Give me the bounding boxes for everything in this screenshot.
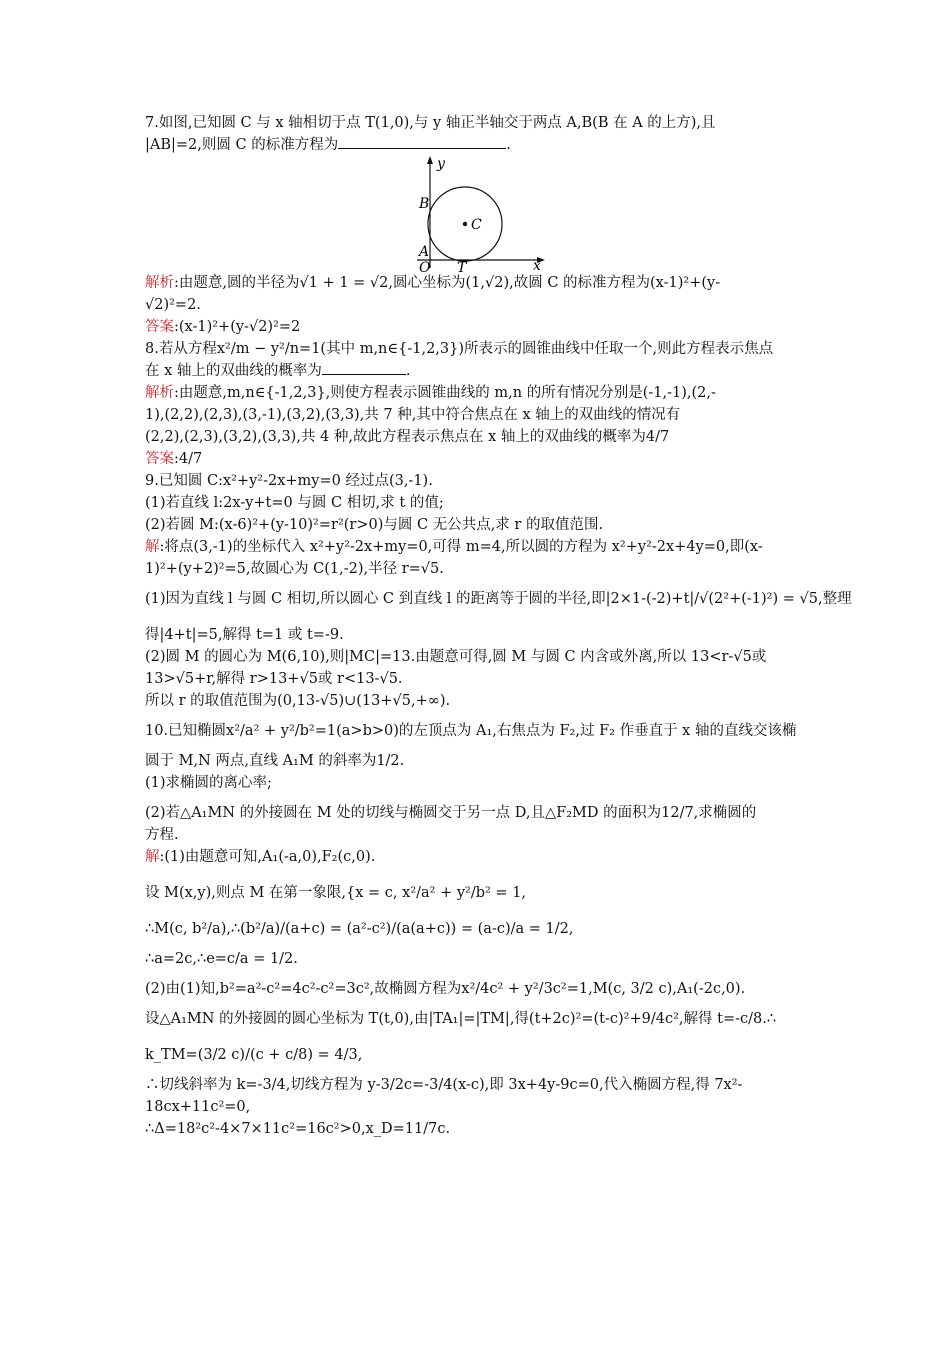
- q7-solution-label: 解析: [145, 275, 174, 291]
- q7-answer-label: 答案: [145, 319, 174, 335]
- q7-answer-text: :(x-1)²+(y-√2)²=2: [174, 319, 301, 335]
- document-page: [145, 112, 852, 1140]
- q10-text-line-3: (1)求椭圆的离心率;: [145, 775, 272, 791]
- y-axis-arrow: [427, 156, 433, 164]
- q8-solution-line-1: [145, 382, 815, 404]
- q9-text-line-2: (1)若直线 l:2x-y+t=0 与圆 C 相切,求 t 的值;: [145, 495, 444, 511]
- q7-figure: [145, 156, 815, 272]
- q10-solution-line-1: [145, 846, 815, 868]
- q10-solution-line-7: k_TM=(3/2 c)/(c + c/8) = 4/3,: [145, 1047, 363, 1063]
- q10-text-line-5: 方程.: [145, 827, 179, 843]
- q7-solution-text: :由题意,圆的半径为√1 + 1 = √2,圆心坐标为(1,√2),故圆 C 的标准方程为(x-1)²+(y-: [174, 275, 721, 291]
- q8-stem: 在 x 轴上的双曲线的概率为: [145, 363, 322, 379]
- q9-solution-line-5: (2)圆 M 的圆心为 M(6,10),则|MC|=13.由题意可得,圆 M 与圆 C 内含或外离,所以 13<r-√5或: [145, 649, 767, 665]
- q10-solution-text: :(1)由题意可知,A₁(-a,0),F₂(c,0).: [159, 849, 376, 865]
- q9-solution-text: :将点(3,-1)的坐标代入 x²+y²-2x+my=0,可得 m=4,所以圆的方程为 x²+y²-2x+4y=0,即(x-: [159, 539, 763, 555]
- label-B: B: [419, 196, 430, 212]
- q9-solution-line-1: [145, 536, 815, 558]
- q7-solution-line-2: √2)²=2.: [145, 297, 201, 313]
- q10-solution-line-10: ∴Δ=18²c²-4×7×11c²=16c²>0,x_D=11/7c.: [145, 1121, 451, 1137]
- q7-answer-blank: [338, 134, 506, 149]
- q9-text-line-1: 9.已知圆 C:x²+y²-2x+my=0 经过点(3,-1).: [145, 473, 433, 489]
- q8-solution-text: :由题意,m,n∈{-1,2,3},则使方程表示圆锥曲线的 m,n 的所有情况分别是(-1,-1),(2,-: [174, 385, 716, 401]
- q9-text-line-3: (2)若圆 M:(x-6)²+(y-10)²=r²(r>0)与圆 C 无公共点,求 r 的取值范围.: [145, 517, 604, 533]
- q10-solution-line-9: 18cx+11c²=0,: [145, 1099, 251, 1115]
- q9-solution-line-2: 1)²+(y+2)²=5,故圆心为 C(1,-2),半径 r=√5.: [145, 561, 444, 577]
- q9-solution-line-4: 得|4+t|=5,解得 t=1 或 t=-9.: [145, 627, 344, 643]
- circle-tangent-diagram: [145, 156, 815, 272]
- q9-solution-line-3: (1)因为直线 l 与圆 C 相切,所以圆心 C 到直线 l 的距离等于圆的半径,即|2×1-(-2)+t|/√(2²+(-1)²) = √5,整理: [145, 591, 852, 607]
- q8-answer-line: [145, 448, 815, 470]
- q10-solution-line-4: ∴a=2c,∴e=c/a = 1/2.: [145, 951, 298, 967]
- q8-answer-blank: [322, 360, 406, 375]
- q8-solution-label: 解析: [145, 385, 174, 401]
- q10-text-line-1: 10.已知椭圆x²/a² + y²/b²=1(a>b>0)的左顶点为 A₁,右焦点为 F₂,过 F₂ 作垂直于 x 轴的直线交该椭: [145, 723, 797, 739]
- q10-solution-line-3: ∴M(c, b²/a),∴(b²/a)/(a+c) = (a²-c²)/(a(a+c)) = (a-c)/a = 1/2,: [145, 921, 574, 937]
- label-T: T: [457, 260, 467, 272]
- q7-answer-line: [145, 316, 815, 338]
- label-x: x: [533, 258, 541, 272]
- q8-solution-line-3: (2,2),(2,3),(3,2),(3,3),共 4 种,故此方程表示焦点在 x 轴上的双曲线的概率为4/7: [145, 429, 670, 445]
- q10-text-line-4: (2)若△A₁MN 的外接圆在 M 处的切线与椭圆交于另一点 D,且△F₂MD 的面积为12/7,求椭圆的: [145, 805, 757, 821]
- q7-solution-line-1: [145, 272, 815, 294]
- q7-stem: |AB|=2,则圆 C 的标准方程为: [145, 137, 339, 153]
- q10-text-line-2: 圆于 M,N 两点,直线 A₁M 的斜率为1/2.: [145, 753, 405, 769]
- label-O: O: [419, 260, 431, 272]
- q7-text-line-2: |AB|=2,则圆 C 的标准方程为 .: [145, 134, 815, 156]
- label-y: y: [437, 156, 445, 172]
- q7-text-line-1: 7.如图,已知圆 C 与 x 轴相切于点 T(1,0),与 y 轴正半轴交于两点 A,B(B 在 A 的上方),且: [145, 115, 716, 131]
- q8-answer-text: :4/7: [174, 451, 203, 467]
- q9-solution-line-7: 所以 r 的取值范围为(0,13-√5)∪(13+√5,+∞).: [145, 693, 451, 709]
- label-C: C: [471, 217, 482, 233]
- q10-solution-line-5: (2)由(1)知,b²=a²-c²=4c²-c²=3c²,故椭圆方程为x²/4c² + y²/3c²=1,M(c, 3/2 c),A₁(-2c,0).: [145, 981, 746, 997]
- q8-solution-line-2: 1),(2,2),(2,3),(3,-1),(3,2),(3,3),共 7 种,其中符合焦点在 x 轴上的双曲线的情况有: [145, 407, 681, 423]
- q9-solution-line-6: 13>√5+r,解得 r>13+√5或 r<13-√5.: [145, 671, 403, 687]
- q10-solution-line-6: 设△A₁MN 的外接圆的圆心坐标为 T(t,0),由|TA₁|=|TM|,得(t+2c)²=(t-c)²+9/4c²,解得 t=-c/8.∴: [145, 1011, 777, 1027]
- q10-solution-line-2: 设 M(x,y),则点 M 在第一象限,{x = c, x²/a² + y²/b² = 1,: [145, 885, 527, 901]
- q9-solution-label: 解: [145, 539, 160, 555]
- q8-text-line-2: 在 x 轴上的双曲线的概率为 .: [145, 360, 815, 382]
- center-point: [463, 222, 467, 226]
- q8-answer-label: 答案: [145, 451, 174, 467]
- label-A: A: [419, 244, 430, 260]
- q10-solution-label: 解: [145, 849, 160, 865]
- q10-solution-line-8: ∴切线斜率为 k=-3/4,切线方程为 y-3/2c=-3/4(x-c),即 3x+4y-9c=0,代入椭圆方程,得 7x²-: [145, 1077, 743, 1093]
- q8-text-line-1: 8.若从方程x²/m − y²/n=1(其中 m,n∈{-1,2,3})所表示的圆锥曲线中任取一个,则此方程表示焦点: [145, 341, 774, 357]
